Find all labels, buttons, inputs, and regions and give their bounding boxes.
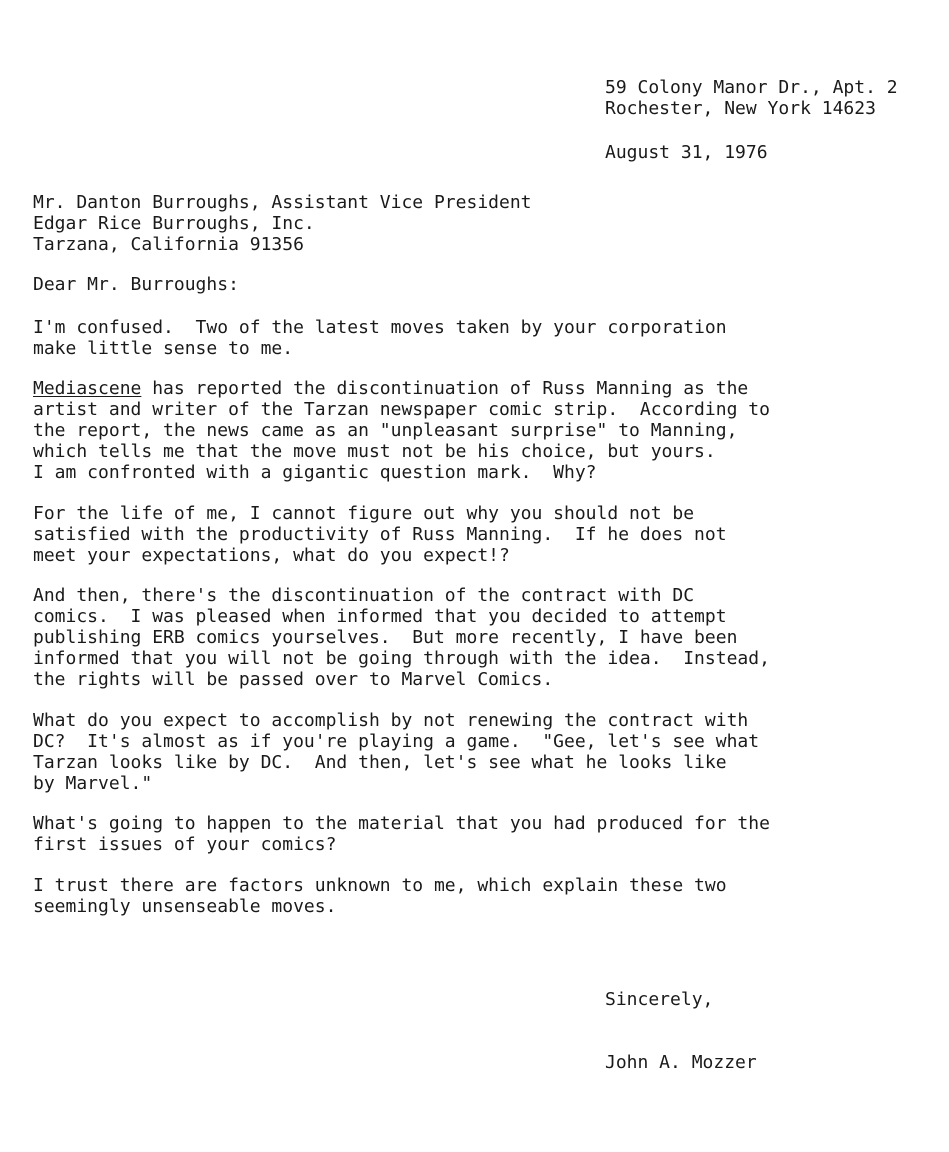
recipient-line1: Mr. Danton Burroughs, Assistant Vice President (33, 192, 532, 213)
paragraph-5-line: by Marvel." (33, 773, 153, 794)
paragraph-2-line: the report, the news came as an "unpleasant surprise" to Manning, (33, 420, 738, 441)
paragraph-7-line: I trust there are factors unknown to me, which explain these two (33, 875, 727, 896)
paragraph-5-line: DC? It's almost as if you're playing a game. "Gee, let's see what (33, 731, 760, 752)
paragraph-7-line: seemingly unsenseable moves. (33, 896, 337, 917)
paragraph-1-line: make little sense to me. (33, 338, 294, 359)
paragraph-4-line: publishing ERB comics yourselves. But more recently, I have been (33, 627, 738, 648)
paragraph-3-line: meet your expectations, what do you expect!? (33, 545, 510, 566)
paragraph-2-line: I am confronted with a gigantic question mark. Why? (33, 462, 597, 483)
paragraph-6-line: first issues of your comics? (33, 834, 337, 855)
recipient-line2: Edgar Rice Burroughs, Inc. (33, 213, 315, 234)
paragraph-6-line: What's going to happen to the material that you had produced for the (33, 813, 770, 834)
paragraph-3-line: For the life of me, I cannot figure out why you should not be (33, 503, 695, 524)
paragraph-3-line: satisfied with the productivity of Russ Manning. If he does not (33, 524, 727, 545)
paragraph-5-line: What do you expect to accomplish by not renewing the contract with (33, 710, 749, 731)
paragraph-2-line (33, 378, 748, 399)
paragraph-2-line: which tells me that the move must not be his choice, but yours. (33, 441, 716, 462)
paragraph-4-line: comics. I was pleased when informed that you decided to attempt (33, 606, 727, 627)
salutation: Dear Mr. Burroughs: (33, 274, 239, 295)
paragraph-4-line: the rights will be passed over to Marvel Comics. (33, 669, 554, 690)
closing: Sincerely, (605, 989, 714, 1010)
sender-address-line1: 59 Colony Manor Dr., Apt. 2 (605, 77, 898, 98)
letter-date: August 31, 1976 (605, 142, 768, 163)
signature-name: John A. Mozzer (605, 1052, 757, 1073)
recipient-line3: Tarzana, California 91356 (33, 234, 304, 255)
paragraph-5-line: Tarzan looks like by DC. And then, let's see what he looks like (33, 752, 727, 773)
paragraph-1-line: I'm confused. Two of the latest moves taken by your corporation (33, 317, 727, 338)
publication-title: Mediascene (33, 378, 142, 399)
paragraph-2-line: artist and writer of the Tarzan newspaper comic strip. According to (33, 399, 770, 420)
paragraph-4-line: informed that you will not be going through with the idea. Instead, (33, 648, 770, 669)
sender-address-line2: Rochester, New York 14623 (605, 98, 876, 119)
paragraph-4-line: And then, there's the discontinuation of the contract with DC (33, 585, 695, 606)
paragraph-2-line-rest: has reported the discontinuation of Russ Manning as the (141, 378, 749, 399)
